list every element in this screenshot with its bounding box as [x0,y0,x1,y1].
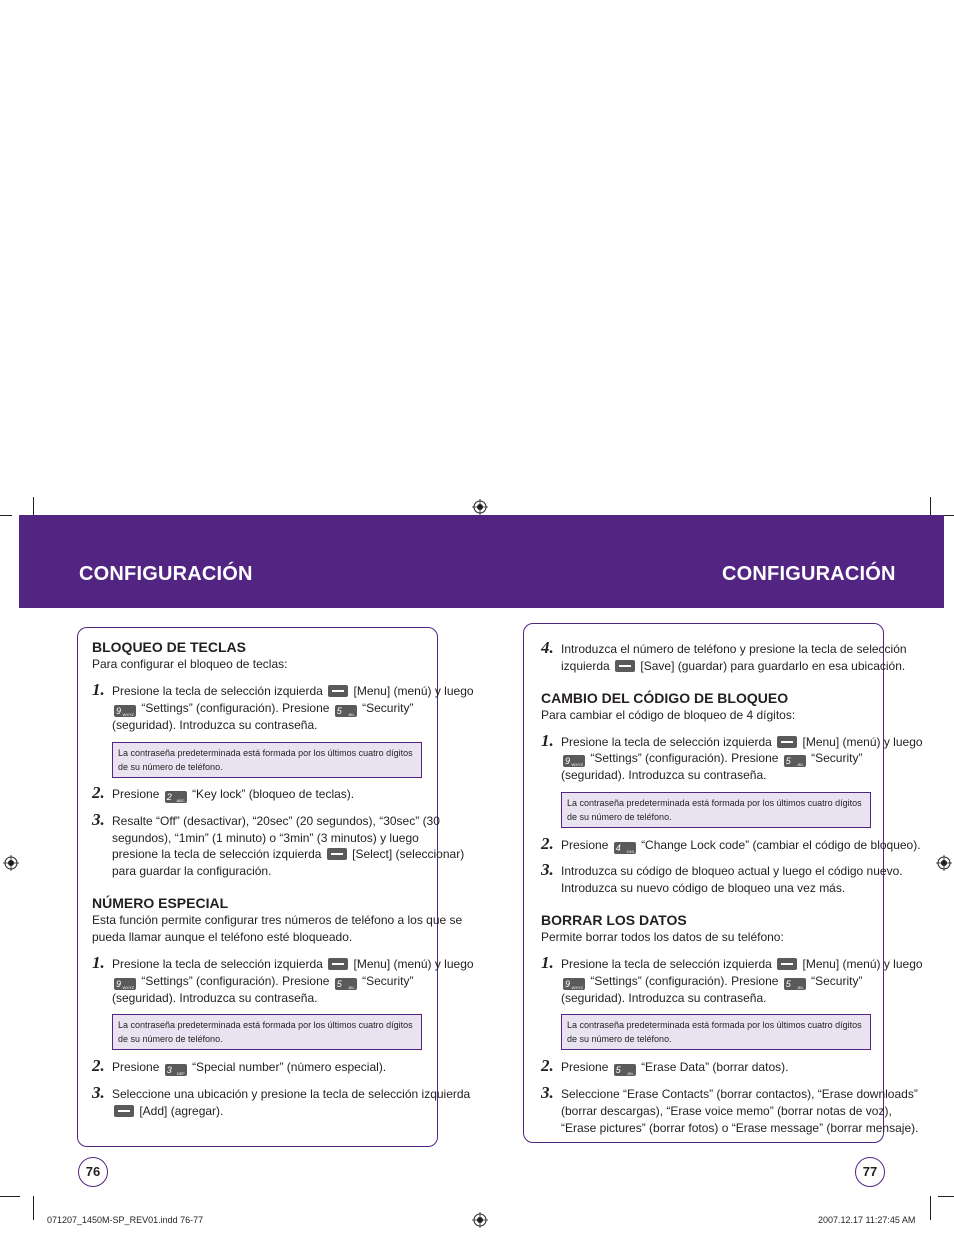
key-9-icon: 9 WXYZ [116,979,134,990]
step-text [561,1059,788,1076]
step-text [112,1103,223,1120]
step-line: “Special number” (número especial). [192,1060,387,1074]
erase-data-intro: Permite borrar todos los datos de su teléfono: [541,930,784,944]
password-note: La contraseña predeterminada está formada por los últimos cuatro dígitos de su número de teléfono. [112,1014,422,1050]
step-text: (seguridad). Introduzca su contraseña. [112,991,318,1005]
crop-mark [0,1196,20,1197]
step-text: Seleccione una ubicación y presione la tecla de selección izquierda [112,1087,471,1101]
step-text [561,750,862,767]
step-line: “Key lock” (bloqueo de teclas). [192,787,355,801]
step-line: [Select] (seleccionar) [352,847,465,861]
step-line: [Menu] (menú) y luego [802,957,923,971]
step-text [112,846,464,863]
left-soft-key-icon [328,958,348,970]
key-lock-intro: Para configurar el bloqueo de teclas: [92,657,288,671]
step-text: Introduzca su nuevo código de bloqueo una vez más. [561,881,846,895]
step-line: “Erase Data” (borrar datos). [641,1060,789,1074]
erase-data-heading: BORRAR LOS DATOS [541,912,687,928]
key-5-icon: 5 JKL [785,756,804,767]
password-note: La contraseña predeterminada está formada por los últimos cuatro dígitos de su número de teléfono. [561,1014,871,1050]
step-text: (borrar descargas), “Erase voice memo” (borrar notas de voz), [561,1104,892,1118]
crop-mark [0,515,12,516]
step-line: Presione [561,1060,609,1074]
password-note: La contraseña predeterminada está formada por los últimos cuatro dígitos de su número de teléfono. [561,792,871,828]
registration-mark-icon [3,855,19,871]
step-text: (seguridad). Introduzca su contraseña. [561,991,767,1005]
left-page-title: CONFIGURACIÓN [79,563,253,585]
step-number: 2. [92,783,105,802]
step-line: [Menu] (menú) y luego [353,957,474,971]
key-9-icon: 9 WXYZ [565,756,583,767]
step-text [561,658,905,675]
step-line: Presione [112,1060,160,1074]
left-soft-key-icon [615,660,635,672]
header-banner [19,515,944,608]
change-lock-code-intro: Para cambiar el código de bloqueo de 4 dígitos: [541,708,796,722]
step-text [561,973,862,990]
step-text: para guardar la configuración. [112,864,272,878]
step-line: “Security” [362,974,414,988]
special-number-heading: NÚMERO ESPECIAL [92,895,229,911]
key-9-icon: 9 WXYZ [565,979,583,990]
footer-file-info: 071207_1450M-SP_REV01.indd 76-77 [47,1215,204,1225]
step-line: “Settings” (configuración). Presione [590,751,779,765]
step-number: 2. [541,1056,554,1075]
step-number: 3. [92,1083,105,1102]
key-5-icon: 5 JKL [336,979,355,990]
step-line: Presione [561,838,609,852]
crop-mark [938,1196,954,1197]
step-line: “Change Lock code” (cambiar el código de bloqueo). [641,838,921,852]
key-9-icon: 9 WXYZ [116,706,134,717]
footer-timestamp: 2007.12.17 11:27:45 AM [818,1215,916,1225]
left-soft-key-icon [777,736,797,748]
step-text: (seguridad). Introduzca su contraseña. [561,768,767,782]
key-5-icon: 5 JKL [336,706,355,717]
change-lock-code-heading: CAMBIO DEL CÓDIGO DE BLOQUEO [541,690,789,706]
step-line: Presione la tecla de selección izquierda [561,957,772,971]
step-number: 3. [92,810,105,829]
left-soft-key-icon [328,685,348,697]
step-line: [Menu] (menú) y luego [802,735,923,749]
registration-mark-icon [936,855,952,871]
step-line: Presione la tecla de selección izquierda [112,957,323,971]
left-soft-key-icon [327,848,347,860]
step-text: Resalte “Off” (desactivar), “20sec” (20 segundos), “30sec” (30 [112,814,440,828]
left-soft-key-icon [114,1105,134,1117]
step-line: “Settings” (configuración). Presione [141,701,330,715]
step-text: “Erase pictures” (borrar fotos) o “Erase message” (borrar mensaje). [561,1121,919,1135]
step-number: 2. [92,1056,105,1075]
step-number: 1. [92,953,105,972]
step-text: Introduzca el número de teléfono y presione la tecla de selección [561,642,907,656]
step-text [561,956,923,973]
step-text [561,837,921,854]
step-line: [Menu] (menú) y luego [353,684,474,698]
key-4-icon: 4 GHI [615,843,634,854]
special-number-intro: pueda llamar aunque el teléfono esté bloqueado. [92,930,353,944]
step-text [112,1059,386,1076]
key-2-icon: 2 ABC [166,792,185,803]
step-line: Presione la tecla de selección izquierda [561,735,772,749]
step-line: Presione [112,787,160,801]
password-note: La contraseña predeterminada está formada por los últimos cuatro dígitos de su número de teléfono. [112,742,422,778]
step-text [112,973,413,990]
right-page-title: CONFIGURACIÓN [722,563,896,585]
registration-mark-icon [472,499,488,515]
key-5-icon: 5 JKL [615,1065,634,1076]
step-number: 1. [92,680,105,699]
step-text [112,700,413,717]
step-line: izquierda [561,659,610,673]
step-line: “Security” [811,751,863,765]
step-text [112,683,474,700]
step-text: Seleccione “Erase Contacts” (borrar contactos), “Erase downloads” [561,1087,918,1101]
registration-mark-icon [472,1212,488,1228]
step-line: [Add] (agregar). [139,1104,224,1118]
step-number: 3. [541,860,554,879]
step-text: (seguridad). Introduzca su contraseña. [112,718,318,732]
step-line: “Security” [362,701,414,715]
left-page-number: 76 [78,1157,108,1187]
step-text: Introduzca su código de bloqueo actual y luego el código nuevo. [561,864,903,878]
key-3-icon: 3 DEF [166,1065,185,1076]
step-text: segundos), “1min” (1 minuto) o “3min” (3 minutos) y luego [112,831,419,845]
step-number: 2. [541,834,554,853]
step-number: 4. [541,638,554,657]
step-line: “Settings” (configuración). Presione [590,974,779,988]
step-text [112,956,474,973]
key-lock-heading: BLOQUEO DE TECLAS [92,639,247,655]
crop-mark [930,1196,931,1220]
key-5-icon: 5 JKL [785,979,804,990]
step-line: presione la tecla de selección izquierda [112,847,322,861]
step-text [112,786,354,803]
step-text [561,734,923,751]
step-number: 1. [541,731,554,750]
step-line: Presione la tecla de selección izquierda [112,684,323,698]
special-number-intro: Esta función permite configurar tres números de teléfono a los que se [92,913,463,927]
right-page-number: 77 [855,1157,885,1187]
step-line: “Settings” (configuración). Presione [141,974,330,988]
step-line: “Security” [811,974,863,988]
crop-mark [33,1196,34,1220]
step-number: 3. [541,1083,554,1102]
step-number: 1. [541,953,554,972]
step-line: [Save] (guardar) para guardarlo en esa ubicación. [640,659,906,673]
left-soft-key-icon [777,958,797,970]
